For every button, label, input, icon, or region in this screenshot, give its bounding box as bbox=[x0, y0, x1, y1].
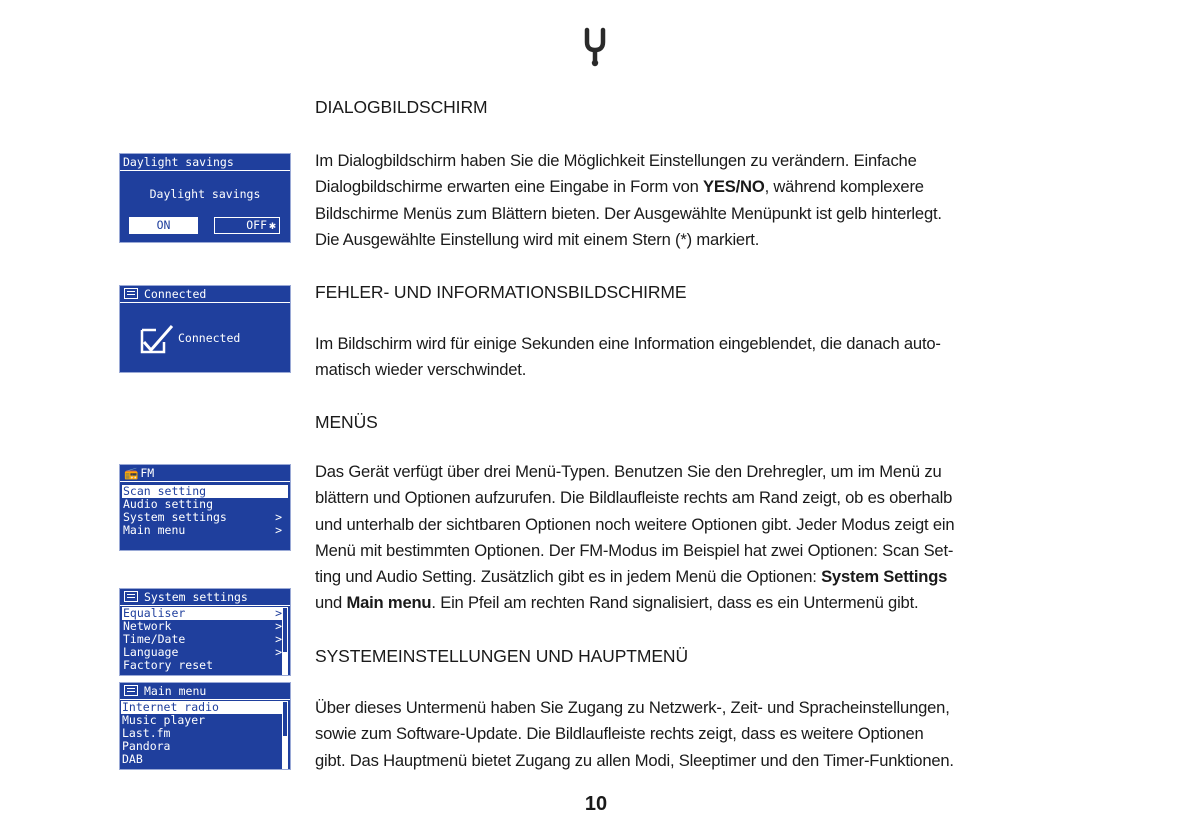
lcd-title-bar: System settings bbox=[120, 589, 290, 606]
lcd-menu-item: Scan setting bbox=[122, 485, 288, 498]
lcd-message: Connected bbox=[178, 331, 241, 345]
lcd-main-menu bbox=[119, 682, 291, 770]
chevron-right-icon: > bbox=[275, 632, 282, 646]
list-icon bbox=[124, 685, 138, 696]
lcd-menu-item: DAB bbox=[122, 752, 143, 766]
lcd-menu-item: Audio setting bbox=[123, 497, 214, 511]
lcd-menu-item: Internet radio bbox=[121, 701, 282, 714]
heading-menus: MENÜS bbox=[315, 412, 378, 432]
chevron-right-icon: > bbox=[275, 510, 282, 524]
lcd-selected-star-icon: ✱ bbox=[269, 218, 276, 232]
paragraph-dialog: Im Dialogbildschirm haben Sie die Möglichkeit Einstellungen zu verändern. Einfache Dialogbildschirme erwarten eine Eingabe in Form von YES/NO, während komplexere Bildschirme Menüs zum Blättern bieten. Der Ausgewählte Menüpunkt ist gelb hinterlegt. Die Ausgewählte Einstellung wird mit einem Stern (*) markiert. bbox=[315, 151, 942, 249]
lcd-scrollbar bbox=[282, 607, 288, 675]
checkbox-check-icon bbox=[138, 322, 178, 356]
lcd-off-button: OFF ✱ bbox=[214, 217, 280, 234]
heading-dialog: DIALOGBILDSCHIRM bbox=[315, 97, 488, 117]
list-icon bbox=[124, 591, 138, 602]
lcd-connected bbox=[119, 285, 291, 373]
lcd-menu-item: Main menu > bbox=[123, 523, 282, 537]
lcd-menu-item: System settings > bbox=[123, 510, 282, 524]
paragraph-menus: Das Gerät verfügt über drei Menü-Typen. Benutzen Sie den Drehregler, um im Menü zu blättern und Optionen aufzurufen. Die Bildlaufleiste rechts am Rand zeigt, ob es oberhalb und unterhalb der sichtbaren Optionen noch weitere Optionen gibt. Jeder Modus zeigt ein Menü mit bestimmten Optionen. Der FM-Modus im Beispiel hat zwei Optionen: Scan Set- ting und Audio Setting. Zusätzlich gibt es in jedem Menü die Optionen: System Settings und Main menu. Ein Pfeil am rechten Rand signalisiert, dass es ein Untermenü gibt. bbox=[315, 462, 955, 613]
paragraph-system: Über dieses Untermenü haben Sie Zugang zu Netzwerk-, Zeit- und Spracheinstellungen, sowie zum Software-Update. Die Bildlaufleiste rechts zeigt, dass es weitere Optionen gibt. Das Hauptmenü bietet Zugang zu allen Modi, Sleeptimer und den Timer-Funktionen. bbox=[315, 698, 954, 770]
lcd-menu-item: Factory reset bbox=[123, 658, 214, 672]
lcd-title-bar: Connected bbox=[120, 286, 290, 303]
chevron-right-icon: > bbox=[275, 645, 282, 659]
lcd-title-bar: Main menu bbox=[120, 683, 290, 700]
chevron-right-icon: > bbox=[275, 523, 282, 537]
lcd-title-bar: 📻 FM bbox=[120, 465, 290, 482]
lcd-menu-item: Pandora bbox=[122, 739, 171, 753]
chevron-right-icon: > bbox=[275, 606, 282, 620]
heading-errors: FEHLER- UND INFORMATIONSBILDSCHIRME bbox=[315, 282, 687, 302]
lcd-menu-item: Last.fm bbox=[122, 726, 171, 740]
radio-icon: 📻 bbox=[124, 466, 139, 480]
lcd-menu-item: Language > bbox=[123, 645, 282, 659]
lcd-title-bar: Daylight savings bbox=[120, 154, 290, 171]
lcd-daylight-savings bbox=[119, 153, 291, 243]
heading-system: SYSTEMEINSTELLUNGEN UND HAUPTMENÜ bbox=[315, 646, 689, 666]
lcd-menu-item: Network > bbox=[123, 619, 282, 633]
paragraph-errors: Im Bildschirm wird für einige Sekunden eine Information eingeblendet, die danach auto- matisch wieder verschwindet. bbox=[315, 334, 941, 380]
lcd-message: Daylight savings bbox=[149, 187, 261, 201]
lcd-system-settings bbox=[119, 588, 291, 676]
tuning-fork-logo-icon bbox=[580, 26, 610, 68]
lcd-menu-item: Equaliser > bbox=[123, 606, 282, 620]
lcd-menu-item: Music player bbox=[122, 713, 206, 727]
lcd-on-button: ON bbox=[129, 217, 198, 234]
page-number: 10 bbox=[584, 793, 608, 815]
lcd-scrollbar bbox=[282, 701, 288, 769]
list-icon bbox=[124, 288, 138, 299]
lcd-fm-menu bbox=[119, 464, 291, 551]
lcd-menu-item: Time/Date > bbox=[123, 632, 282, 646]
chevron-right-icon: > bbox=[275, 619, 282, 633]
